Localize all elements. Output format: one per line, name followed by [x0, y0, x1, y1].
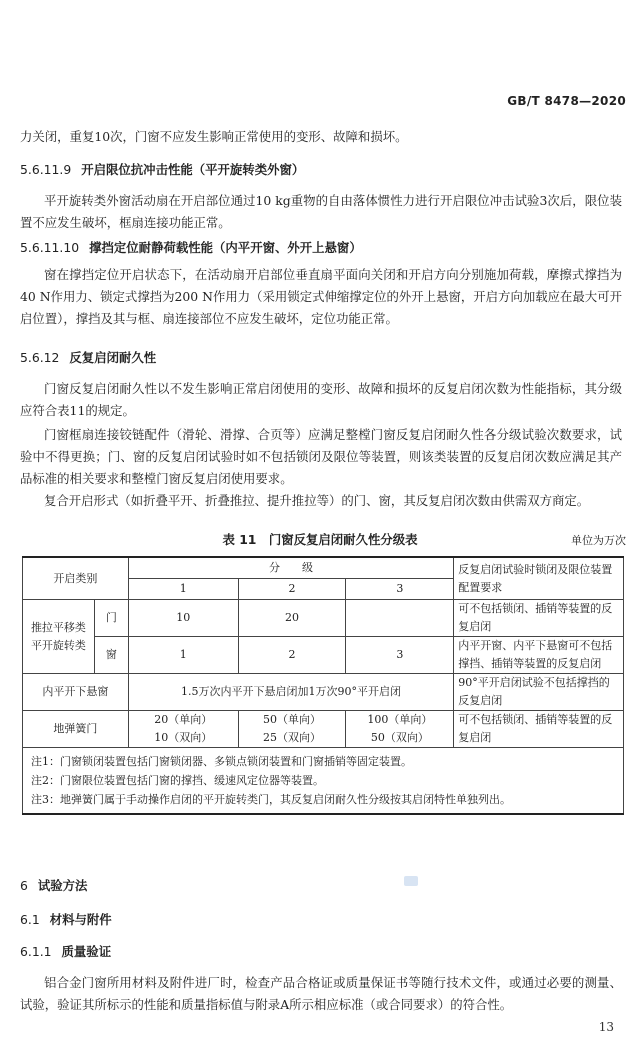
section-number: 6.1.1: [20, 944, 52, 959]
table-cell: 3: [346, 637, 454, 674]
standard-code: GB/T 8478—2020: [507, 94, 626, 108]
section-number: 6.1: [20, 912, 40, 927]
section-number: 5.6.12: [20, 350, 60, 365]
cell-line: 50（单向）: [263, 713, 322, 726]
table-cell: 门: [94, 600, 128, 637]
table-note: 注1：门窗锁闭装置包括门窗锁闭器、多锁点锁闭装置和门窗插销等固定装置。: [31, 755, 412, 768]
table-header-row: [23, 557, 624, 579]
header-cell: 反复启闭试验时锁闭及限位装置配置要求: [454, 557, 624, 600]
header-cell: 3: [346, 579, 454, 600]
section-body: 复合开启形式（如折叠平开、折叠推拉、提升推拉等）的门、窗，其反复启闭次数由供需双方商定。: [44, 493, 590, 508]
table-note: 注2：门窗限位装置包括门窗的撑挡、缓速风定位器等装置。: [31, 774, 324, 787]
table-cell: [128, 711, 238, 748]
table-note: 注3：地弹簧门属于手动操作启闭的平开旋转类门，其反复启闭耐久性分级按其启闭特性单独列出。: [31, 793, 511, 806]
durability-table: [22, 556, 624, 815]
section-body: 窗在撑挡定位开启状态下，在活动扇开启部位垂直扇平面向关闭和开启方向分别施加荷载，摩擦式撑挡为40 N作用力、锁定式撑挡为200 N作用力（采用锁定式伸缩撑定位的外开上悬窗，开启方向加载应在最大可开启位置），撑挡及其与框、扇连接部位不应发生破坏，定位功能正常。: [20, 267, 622, 326]
header-cell: 1: [128, 579, 238, 600]
section-heading: [20, 876, 87, 896]
section-heading: [20, 238, 362, 258]
table-cell: 可不包括锁闭、插销等装置的反复启闭: [454, 711, 624, 748]
cell-line: 10（双向）: [154, 731, 213, 744]
table-cell: 地弹簧门: [23, 711, 129, 748]
section-title: 开启限位抗冲击性能（平开旋转类外窗）: [81, 162, 305, 177]
section-body: 门窗框扇连接铰链配件（滑轮、滑撑、合页等）应满足整樘门窗反复启闭耐久性各分级试验次数要求，试验中不得更换；门、窗的反复启闭试验时如不包括锁闭及限位等装置，则该类装置的反复启闭次数应满足其产品标准的相关要求和整樘门窗反复启闭使用要求。: [20, 427, 622, 486]
section-title: 反复启闭耐久性: [69, 350, 157, 365]
header-cell: 2: [238, 579, 346, 600]
table-cell: 1: [128, 637, 238, 674]
table-notes: [23, 748, 624, 815]
continued-paragraph: 力关闭，重复10次，门窗不应发生影响正常使用的变形、故障和损坏。: [20, 129, 408, 144]
table-row: [23, 711, 624, 748]
table-notes-row: [23, 748, 624, 815]
table-cell: 20: [238, 600, 346, 637]
table-cell: 2: [238, 637, 346, 674]
cell-line: 100（单向）: [367, 713, 433, 726]
cell-line: 20（单向）: [154, 713, 213, 726]
table-row: [23, 600, 624, 637]
table-caption: 表 11 门窗反复启闭耐久性分级表: [222, 532, 418, 547]
section-title: 质量验证: [61, 944, 112, 959]
section-title: 材料与附件: [49, 912, 112, 927]
table-cell: 内平开窗、内平下悬窗可不包括撑挡、插销等装置的反复启闭: [454, 637, 624, 674]
header-cell: 开启类别: [23, 557, 129, 600]
header-cell: 分 级: [128, 557, 453, 579]
table-row: [23, 674, 624, 711]
section-heading: [20, 160, 304, 180]
table-cell: 推拉平移类平开旋转类: [23, 600, 95, 674]
section-heading: [20, 348, 156, 368]
table-unit: 单位为万次: [571, 534, 626, 547]
section-number: 5.6.11.10: [20, 240, 80, 255]
section-heading: [20, 942, 111, 962]
cell-line: 25（双向）: [263, 731, 322, 744]
table-cell: [346, 600, 454, 637]
table-cell: 内平开下悬窗: [23, 674, 129, 711]
table-cell: [238, 711, 346, 748]
table-cell: 窗: [94, 637, 128, 674]
table-cell: 1.5万次内平开下悬启闭加1万次90°平开启闭: [128, 674, 453, 711]
section-title: 试验方法: [37, 878, 88, 893]
section-title: 撑挡定位耐静荷载性能（内平开窗、外开上悬窗）: [89, 240, 362, 255]
table-cell: 10: [128, 600, 238, 637]
section-body: 平开旋转类外窗活动扇在开启部位通过10 kg重物的自由落体惯性力进行开启限位冲击试验3次后，限位装置不应发生破坏，框扇连接功能正常。: [20, 193, 622, 230]
section-body: 门窗反复启闭耐久性以不发生影响正常启闭使用的变形、故障和损坏的反复启闭次数为性能指标，其分级应符合表11的规定。: [20, 381, 622, 418]
table-cell: [346, 711, 454, 748]
table-cell: 90°平开启闭试验不包括撑挡的反复启闭: [454, 674, 624, 711]
section-heading: [20, 910, 112, 930]
section-number: 6: [20, 878, 28, 893]
cell-line: 50（双向）: [370, 731, 429, 744]
stamp-mark: [404, 876, 418, 886]
page-number: 13: [598, 1020, 614, 1034]
table-row: [23, 637, 624, 674]
section-body: 铝合金门窗所用材料及附件进厂时，检查产品合格证或质量保证书等随行技术文件，或通过必要的测量、试验，验证其所标示的性能和质量指标值与附录A所示相应标准（或合同要求）的符合性。: [20, 975, 622, 1012]
table-cell: 可不包括锁闭、插销等装置的反复启闭: [454, 600, 624, 637]
section-number: 5.6.11.9: [20, 162, 72, 177]
